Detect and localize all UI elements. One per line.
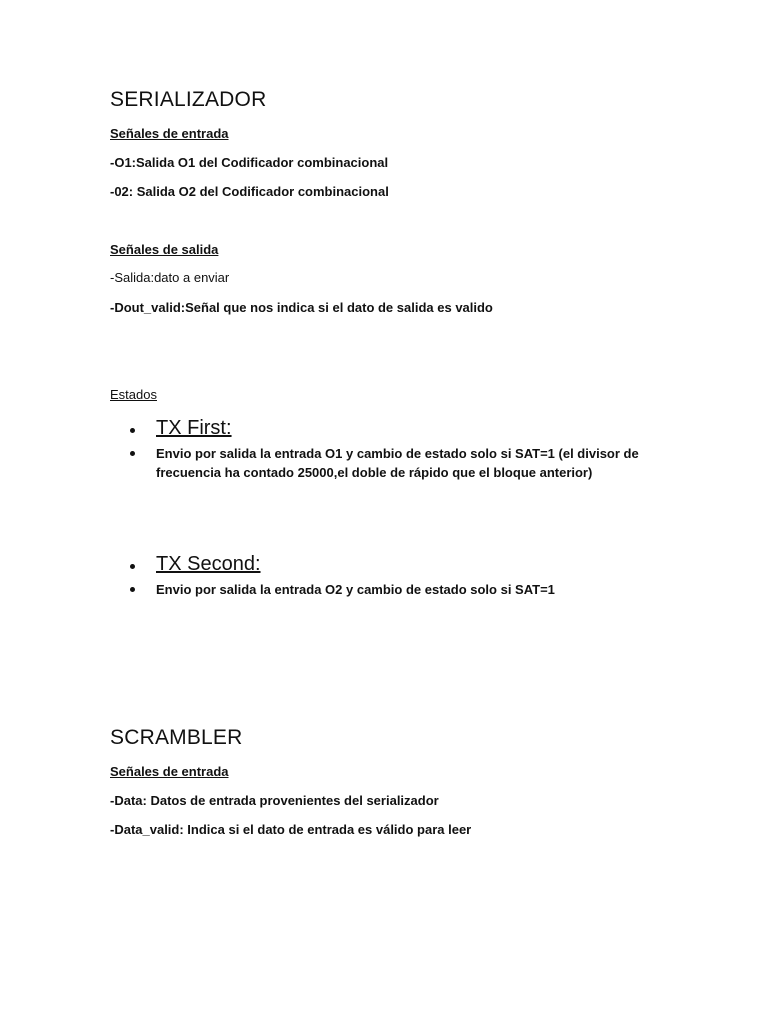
- state-bullet: [130, 428, 135, 433]
- scrambler-inputs-heading: Señales de entrada: [110, 764, 229, 779]
- scrambler-input-data-valid: -Data_valid: Indica si el dato de entrada es válido para leer: [110, 822, 472, 837]
- state-description-tx-second: Envio por salida la entrada O2 y cambio de estado solo si SAT=1: [156, 582, 555, 597]
- state-bullet: [130, 564, 135, 569]
- serializer-output-salida: -Salida:dato a enviar: [110, 270, 230, 285]
- serializer-input-o2: -02: Salida O2 del Codificador combinacional: [110, 184, 389, 199]
- state-description-tx-first: Envio por salida la entrada O1 y cambio de estado solo si SAT=1 (el divisor de frecuencia ha contado 25000,el doble de rápido que el bloque anterior): [156, 446, 639, 480]
- scrambler-title: SCRAMBLER: [110, 726, 243, 749]
- state-bullet: [130, 451, 135, 456]
- serializer-outputs-heading: Señales de salida: [110, 242, 219, 257]
- serializer-inputs-heading: Señales de entrada: [110, 126, 229, 141]
- serializer-title: SERIALIZADOR: [110, 88, 267, 111]
- state-name-tx-first: TX First:: [156, 417, 232, 439]
- state-name-tx-second: TX Second:: [156, 553, 261, 575]
- serializer-input-o1: -O1:Salida O1 del Codificador combinacional: [110, 155, 389, 170]
- serializer-output-dout-valid: -Dout_valid:Señal que nos indica si el dato de salida es valido: [110, 300, 493, 315]
- scrambler-input-data: -Data: Datos de entrada provenientes del serializador: [110, 793, 439, 808]
- serializer-states-heading: Estados: [110, 387, 157, 402]
- state-bullet: [130, 587, 135, 592]
